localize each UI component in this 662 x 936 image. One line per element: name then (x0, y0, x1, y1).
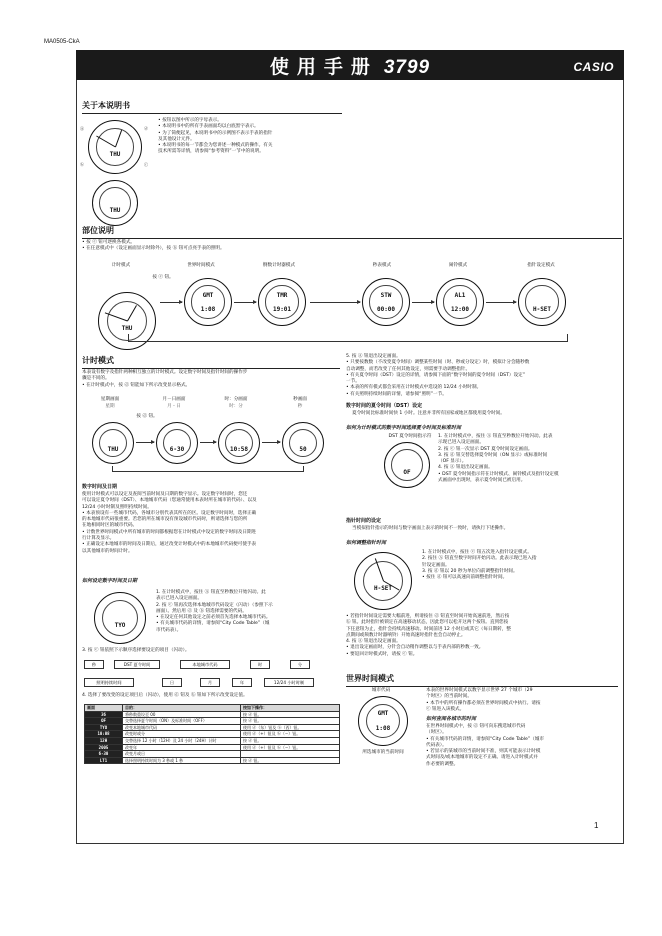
watch-format-seconds (282, 422, 324, 464)
format-arrow (136, 442, 154, 443)
step-line: 式画面中出现时，表示夏令时间已被启用。 (438, 478, 526, 484)
watch-format-day (92, 422, 134, 464)
sequence-item: 日 (162, 678, 182, 687)
mode-arrow (310, 302, 360, 303)
text-line: • 计数世界时间模式中所有城市的时间都根据您在计时模式中设定的数字时间及日期进 (82, 529, 257, 535)
digital-time-heading: 数字时间及日期 (82, 484, 118, 490)
step-line: 2. 按 ⓒ 钮一次显示 DST 夏令时间设定画面。 (438, 446, 533, 452)
watch-display: THU (107, 446, 119, 454)
table-header-row (85, 705, 340, 712)
step-4: 4. 选择了要改变的设定项目后（闪动），使用 ⓓ 钮及 ⓑ 钮如下所示改变设定值。 (82, 693, 248, 698)
mode-return-arrow (128, 334, 568, 342)
intro-line: 本表设有数字及指针两种相互独立的计时模式。设定数字时间及指针时间的操作步 (82, 370, 248, 375)
note-line: 4. 按 Ⓐ 钮退出设定画面。 (346, 639, 401, 645)
page-title (76, 54, 624, 82)
sequence-item: 分 (290, 660, 310, 669)
sequence-item: 秒 (84, 660, 104, 669)
table-cell-purpose: 改变月或日 (123, 751, 241, 758)
mode-arrow (160, 302, 182, 303)
step-line: • DST 夏令时间指示符在计时模式、闹铃模式及指针设定模 (438, 471, 559, 477)
watch-alarm-mode (436, 278, 484, 326)
sequence-item: 12/24 小时时制 (264, 678, 314, 687)
table-row (85, 718, 340, 725)
table-row (85, 744, 340, 751)
format-name: 星期画面 (100, 397, 120, 402)
watch-hand-setting (354, 552, 412, 610)
current-time-label: 所选城市的当前时间 (362, 750, 404, 755)
timekeeping-intro (82, 370, 340, 389)
mode-arrow (486, 302, 516, 303)
text-line: • 本表的所有模式都会采用在计时模式中选设的 12/24 小时时制。 (346, 385, 482, 391)
timekeeping-heading: 计时模式 (82, 355, 340, 369)
step-line: 针设定画面。 (422, 562, 450, 568)
step-line: • 有关城市代码的详情，请参阅“City Code Table”（城市 (426, 736, 544, 742)
table-cell-display: TYO (85, 724, 123, 731)
right-intro (346, 354, 616, 398)
world-text (426, 688, 618, 713)
watch-display: TYO (114, 622, 126, 629)
mode-label-world-time: 世界时间模式 (187, 263, 215, 268)
format-arrow (262, 442, 280, 443)
watch-countdown-mode (258, 278, 306, 326)
mode-label-timekeeping: 计时模式 (111, 263, 131, 268)
mode-arrow (234, 302, 256, 303)
about-bullet: • 本说明书的每一节都会为您讲述一种模式的操作。有关 (158, 143, 273, 149)
table-cell-operation: 按 ⓓ 钮。 (241, 711, 340, 718)
analog-notes (346, 614, 618, 658)
table-row (85, 724, 340, 731)
table-cell-display: OF (85, 718, 123, 725)
parts-bullets (82, 240, 482, 253)
step-line: 示现已进入设定画面。 (438, 440, 484, 446)
step-line: 4. 按 Ⓐ 钮退出设定画面。 (438, 465, 493, 471)
table-cell-display: 2005 (85, 744, 123, 751)
watch-display: THU (109, 206, 121, 214)
text-line: 行计算及显示。 (82, 536, 115, 542)
table-cell-operation (241, 751, 340, 758)
note-line: • 要返回计时模式时，请按 ⓒ 钮。 (346, 651, 418, 657)
mode-label-alarm: 闹铃模式 (448, 263, 468, 268)
text-line: 个时区）的当前时间。 (426, 694, 472, 700)
text-line: • 正确设定本地城市的时间及日期后，通过改变计时模式中的本地城市代码便可使手表 (82, 542, 257, 548)
table-header: 画面 (85, 705, 123, 712)
text-line: 一节。 (346, 379, 360, 385)
sequence-item: 时 (250, 660, 270, 669)
format-sub: 时：分 (229, 404, 243, 409)
note-line: ⓑ 钮。此时指针被锁定在高速移动状态，因此您可以松开这两个按钮。直到您按 (346, 620, 509, 626)
table-cell-display: 6-30 (85, 751, 123, 758)
analog-steps (422, 550, 618, 581)
text-line: • 本表预设有一些城市代码，各城市分别代表其所在的区。设定数字时间时，选择正确 (82, 510, 257, 516)
table-cell-purpose: 改变时或分 (123, 731, 241, 738)
hour-hand (127, 305, 137, 321)
press-d-note: 按 ⓓ 钮。 (136, 414, 158, 419)
table-cell-purpose: 选择照明持续时间为 3 秒或 1 秒 (123, 757, 241, 764)
text-line: 自动调整，而若改变了任何其他设定，则需要手动调整指针。 (346, 366, 471, 372)
analog-heading: 指针时间的设定 (346, 518, 382, 524)
intro-line: • 在计时模式中，按 ⓓ 钮能如下所示改变显示格式。 (82, 382, 191, 388)
watch-display: 6-30 (169, 446, 185, 454)
table-header: 目的： (123, 705, 241, 712)
table-row (85, 711, 340, 718)
table-cell-operation: 使用 ⓓ（+）钮及 ⓑ（−）钮。 (241, 731, 340, 738)
step-line: 1. 在计时模式中，按住 Ⓐ 钮直至秒数位开始闪动。此表 (438, 434, 553, 439)
step-line: 3. 按 ⓓ 钮以 20 秒为单位向前调整指针时间。 (422, 568, 518, 574)
text-line: 可以设定夏令时间（DST）、本地城市代码（您通常使用本表时所在城市的代码）、以及 (82, 498, 257, 504)
world-howto-heading: 如何查阅各城市的时间 (426, 716, 477, 722)
sequence-item: 照明持续时间 (84, 678, 134, 687)
table-cell-display: 36 (85, 711, 123, 718)
text-line: 以其他城市的时间计时。 (82, 548, 133, 554)
dst-steps (438, 434, 618, 484)
table-cell-operation: 使用 ⓓ（+）钮及 ⓑ（−）钮。 (241, 744, 340, 751)
sequence-item: 月 (200, 678, 220, 687)
about-bullet: • 按钮以图中所示的字母表示。 (158, 118, 222, 123)
about-bullets (158, 118, 348, 156)
table-header: 按如下操作： (241, 705, 340, 712)
button-b-label: ⓑ (80, 162, 84, 167)
step-line: 表示已进入设定画面。 (156, 596, 202, 602)
dst-heading: 数字时间的夏令时间（DST）设定 (346, 403, 423, 409)
digital-time-text (82, 492, 344, 555)
sequence-item: 本地城市代码 (180, 660, 230, 669)
format-return-arrow (112, 466, 304, 472)
step-line: 2. 按住 Ⓐ 钮直至数字时间开始闪动。此表示现已进入指 (422, 556, 537, 562)
title-text: 使用手册 (269, 56, 378, 78)
world-steps (426, 724, 618, 768)
text-line: 12/24 小时时制及照明持续时间。 (82, 504, 152, 510)
watch-display-top: GMT (202, 291, 214, 299)
step-line: 市代码表）。 (156, 627, 182, 633)
watch-display: 10:58 (229, 446, 249, 454)
format-name: 月－日画面 (162, 397, 186, 402)
step-line: 作必要的调整。 (426, 761, 459, 767)
watch-world-time-mode (184, 278, 232, 326)
text-line: • 有关夏令时间（DST）设定的详情，请参阅下面的“数字时间的夏令时间（DST）设定” (346, 372, 526, 378)
watch-display: 19:01 (272, 305, 292, 313)
settings-table (84, 704, 340, 764)
text-line: 使用计时模式可以设定及查阅当前时间及日期的数字显示。设定数字时间时，您还 (82, 492, 248, 497)
note-line: • 退出设定画面时，分针会自动稍作调整以与手表内部的秒数一致。 (346, 645, 484, 651)
step-line: • 在设定任何其他设定之前必须首先选择本地城市代码。 (156, 615, 271, 621)
sequence-intro: 3. 按 ⓒ 钮依照下示顺序选择要设定的项目（闪动）。 (82, 648, 190, 653)
table-cell-purpose: 交替选择夏令时间（ON）及标准时间（OFF） (123, 718, 241, 725)
button-c-label: ⓒ (144, 162, 148, 167)
step-line: 式时间及/或本地城市的设定不正确。请进入计时模式并 (426, 755, 538, 761)
table-cell-display: 10:08 (85, 731, 123, 738)
press-c-note: 按 ⓒ 钮。 (152, 275, 174, 280)
step-line: • 若显示的某城市的当前时间不准，则其可能表示计时模 (426, 749, 541, 755)
watch-display: THU (121, 325, 133, 333)
step-line: 1. 在计时模式中，按住 Ⓐ 钮直至秒数位开始闪动。此 (156, 590, 266, 595)
about-bullet: 技术所需等详情，请参阅“参考资料”一节中的说明。 (158, 149, 264, 155)
document-code: MA0505-CkA (44, 39, 80, 45)
analog-text: 当模拟指针指示的时间与数字画面上表示的时间不一致时，请执行下述操作。 (352, 526, 509, 531)
format-sub: 星期 (105, 404, 115, 409)
table-cell-purpose: 交替选择 12 小时（12H）及 24 小时（24H）计时 (123, 737, 241, 744)
watch-format-date (156, 422, 198, 464)
table-cell-purpose: 改变年 (123, 744, 241, 751)
table-cell-operation: 按 ⓓ 钮。 (241, 718, 340, 725)
format-name: 秒画面 (293, 397, 307, 402)
text-line: • 只要按数数（不改变夏令时间）调整某些时间（时、秒或分设定）时，模拟计分会随秒数 (346, 360, 530, 366)
city-code-label: 城市代码 (371, 688, 391, 693)
table-row (85, 731, 340, 738)
table-cell-purpose: 将秒数重设至 00 (123, 711, 241, 718)
watch-world-time (358, 696, 408, 746)
about-bullet: • 本说明书中的所有手表画面均以白底黑字表示。 (158, 124, 259, 130)
watch-set-city (94, 592, 146, 644)
step-line: 在世界时间模式中，按 ⓓ 钮可向东搜选城市代码 (426, 724, 526, 729)
minute-hand (96, 136, 116, 148)
analog-howto-heading: 如何调整指针时间 (346, 540, 387, 546)
watch-format-time (218, 422, 260, 464)
parts-bullet: • 按 ⓒ 钮可逐换各模式。 (82, 240, 136, 245)
watch-illustration-about (88, 120, 142, 174)
note-line: 点期间或频数计时器响铃）开始高速时指针也会自动停止。 (346, 632, 466, 638)
watch-display: 50 (299, 446, 307, 454)
parts-heading: 部位说明 (82, 225, 622, 239)
page-number: 1 (594, 821, 599, 830)
watch-display: 1:08 (200, 305, 216, 313)
sequence-item: 年 (232, 678, 252, 687)
mode-label-stopwatch: 秒表模式 (372, 263, 392, 268)
watch-display: OF (403, 468, 411, 476)
watch-display: THU (109, 151, 121, 159)
dst-howto-heading: 如何为计时模式的数字时间选择夏令时间及标准时间 (346, 425, 462, 431)
button-a-label: Ⓐ (80, 126, 84, 131)
watch-display-top: AL1 (454, 291, 466, 299)
minute-hand (375, 558, 384, 581)
table-row (85, 751, 340, 758)
table-cell-display: LT1 (85, 757, 123, 764)
text-line: • 本节中的所有操作都必须在世界时间模式中执行。请按 (426, 700, 541, 706)
intro-line: 骤是不同的。 (82, 376, 110, 382)
text-line: 在地相同时区的城市代码。 (82, 523, 138, 529)
mode-label-countdown: 倒数计时器模式 (262, 263, 296, 268)
watch-dst (384, 442, 430, 488)
watch-display-top: GMT (377, 710, 389, 718)
watch-illustration-about-2 (92, 180, 138, 226)
step-line: 1. 在计时模式中，按住 ⓒ 钮五次进入指针设定模式。 (422, 550, 532, 555)
text-line: ⓒ 钮进入该模式。 (426, 706, 465, 712)
text-line: • 有关照明持续时间的详情，请参阅“照明”一节。 (346, 391, 447, 397)
table-cell-operation: 按 ⓓ 钮。 (241, 757, 340, 764)
hour-hand (115, 130, 122, 147)
step-line: （OF 显示）。 (438, 459, 467, 465)
text-line: 的本地城市代码很重要。若您的所在城市没有预设城市代码时，则请选择与您的所 (82, 517, 248, 523)
step-line: 画面）。然后用 ⓓ 及 ⓑ 钮选择需要的代码。 (156, 608, 247, 614)
format-sub: 秒 (297, 404, 303, 409)
watch-display: 1:08 (375, 724, 391, 732)
dst-indicator-label: DST 夏令时间指示符 (388, 434, 432, 439)
set-time-steps (156, 590, 344, 634)
watch-display: 00:00 (376, 305, 396, 313)
about-heading: 关于本说明书 (82, 100, 342, 114)
set-time-heading: 如何设定数字时间及日期 (82, 578, 138, 584)
text-line: 5. 按 Ⓐ 钮退出设定画面。 (346, 354, 401, 359)
table-cell-purpose: 改变本地城市代码 (123, 724, 241, 731)
note-line: 下任意钮为止，指针会持续高速移动。时间前进 12 小时后或其它（每日期转，整 (346, 626, 511, 632)
watch-display-top: TMR (276, 291, 288, 299)
step-line: 2. 按 ⓒ 钮再次选择本地城市代码设定（闪动）（参照下示 (156, 602, 273, 608)
about-bullet: 及其他设计元件。 (158, 136, 195, 142)
world-time-heading: 世界时间模式 (346, 673, 618, 687)
table-cell-operation: 按 ⓓ 钮。 (241, 737, 340, 744)
watch-display: 12:00 (450, 305, 470, 313)
table-row (85, 757, 340, 764)
table-cell-operation: 使用 ⓓ（东）钮及 ⓑ（西）钮。 (241, 724, 340, 731)
step-line: （时区）。 (426, 730, 447, 736)
about-bullet: • 为了简便起见，本说明书中的示例图不表示手表的指针 (158, 130, 273, 136)
step-line: 3. 按 ⓓ 钮交替选择夏令时间（ON 显示）或标准时间 (438, 452, 548, 458)
note-line: • 若指针时间设定需要大幅前进，则请按住 ⓓ 钮直至时间开始高速前进，然后按 (346, 614, 510, 619)
table-row (85, 737, 340, 744)
step-line: 代码表）。 (426, 742, 447, 748)
text-line: 本表的世界时间模式以数字显示世界 27 个城市（29 (426, 688, 533, 693)
dst-text: 夏令时间比标准时间快 1 小时。注意并非所有国家或地区都使用夏令时间。 (352, 411, 505, 416)
step-line: • 按住 ⓓ 钮可以高速向前调整指针时间。 (422, 575, 508, 581)
minute-hand (105, 312, 128, 321)
watch-hand-setting-mode (518, 278, 566, 326)
step-line: • 有关城市代码的详情，请参阅“City Code Table”（城 (156, 621, 270, 627)
mode-label-hand-setting: 指针设定模式 (527, 263, 555, 268)
table-cell-display: 12H (85, 737, 123, 744)
brand-logo: CASIO (573, 60, 614, 74)
format-sub: 月 - 日 (167, 404, 181, 409)
title-banner (76, 50, 624, 80)
format-arrow (200, 442, 216, 443)
sequence-item: DST 夏令时间 (114, 660, 160, 669)
watch-display: H-SET (532, 305, 552, 313)
format-name: 时：分画面 (224, 397, 248, 402)
model-number: 3799 (383, 57, 431, 78)
button-d-label: ⓓ (144, 126, 148, 131)
watch-display-top: STW (380, 291, 392, 299)
mode-arrow (412, 302, 434, 303)
parts-bullet: • 在任意模式中（设定画面显示时除外），按 ⓑ 钮可点亮手表的照明。 (82, 246, 225, 252)
watch-stopwatch-mode (362, 278, 410, 326)
watch-display: H-SET (373, 585, 393, 593)
